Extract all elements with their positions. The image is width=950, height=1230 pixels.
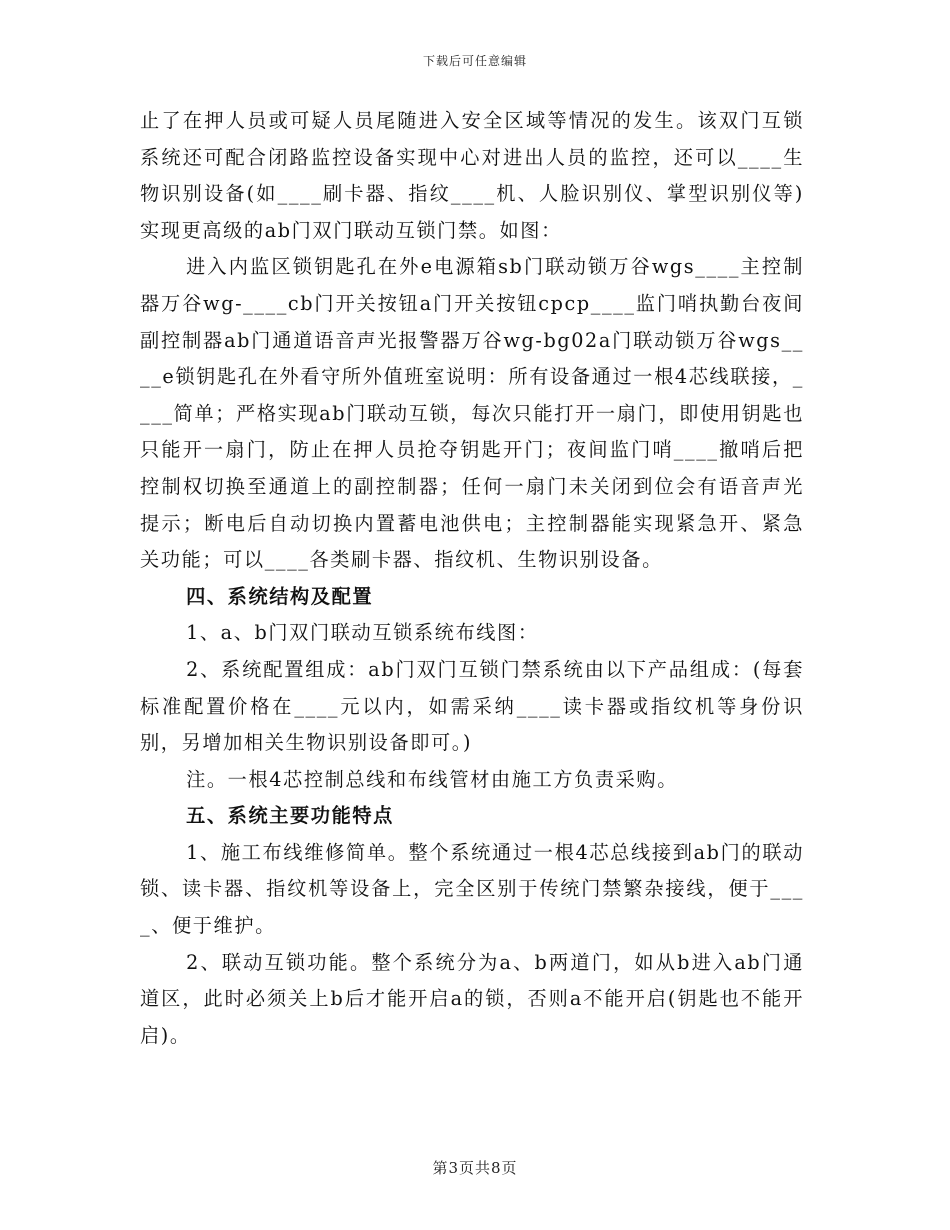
section-heading-structure: 四、系统结构及配置 <box>186 584 374 608</box>
document-body <box>140 103 804 1054</box>
section-heading-features: 五、系统主要功能特点 <box>186 804 394 828</box>
page-header: 下载后可任意编辑 <box>422 54 527 68</box>
paragraph-note: 注。一根4芯控制总线和布线管材由施工方负责采购。 <box>186 767 678 791</box>
paragraph-wiring-description: 进入内监区锁钥匙孔在外e电源箱sb门联动锁万谷wgs____主控制器万谷wg-____cb门开关按钮a门开关按钮cpcp____监门哨执勤台夜间副控制器ab门通道语音声光报警器万谷wg-bg02a门联动锁万谷wgs____e锁钥匙孔在外看守所外值班室说明：所有设备通过一根4芯线联接，____简单；严格实现ab门联动互锁，每次只能打开一扇门，即使用钥匙也只能开一扇门，防止在押人员抢夺钥匙开门；夜间监门哨____撤哨后把控制权切换至通道上的副控制器；任何一扇门未关闭到位会有语音声光提示；断电后自动切换内置蓄电池供电；主控制器能实现紧急开、紧急关功能；可以____各类刷卡器、指纹机、生物识别设备。 <box>140 255 804 572</box>
paragraph-feature-interlock: 2、联动互锁功能。整个系统分为a、b两道门，如从b进入ab门通道区，此时必须关上b后才能开启a的锁，否则a不能开启(钥匙也不能开启)。 <box>140 950 804 1047</box>
paragraph-feature-wiring: 1、施工布线维修简单。整个系统通过一根4芯总线接到ab门的联动锁、读卡器、指纹机等设备上，完全区别于传统门禁繁杂接线，便于____、便于维护。 <box>140 840 804 938</box>
page-number: 第3页共8页 <box>432 1159 518 1177</box>
paragraph-system-configuration: 2、系统配置组成：ab门双门互锁门禁系统由以下产品组成：(每套标准配置价格在____元以内，如需采纳____读卡器或指纹机等身份识别，另增加相关生物识别设备即可。) <box>140 657 804 755</box>
paragraph-interlock-intro: 止了在押人员或可疑人员尾随进入安全区域等情况的发生。该双门互锁系统还可配合闭路监控设备实现中心对进出人员的监控，还可以____生物识别设备(如____刷卡器、指纹____机、人脸识别仪、掌型识别仪等)实现更高级的ab门双门联动互锁门禁。如图： <box>140 109 804 242</box>
paragraph-wiring-diagram: 1、a、b门双门联动互锁系统布线图： <box>186 621 539 645</box>
